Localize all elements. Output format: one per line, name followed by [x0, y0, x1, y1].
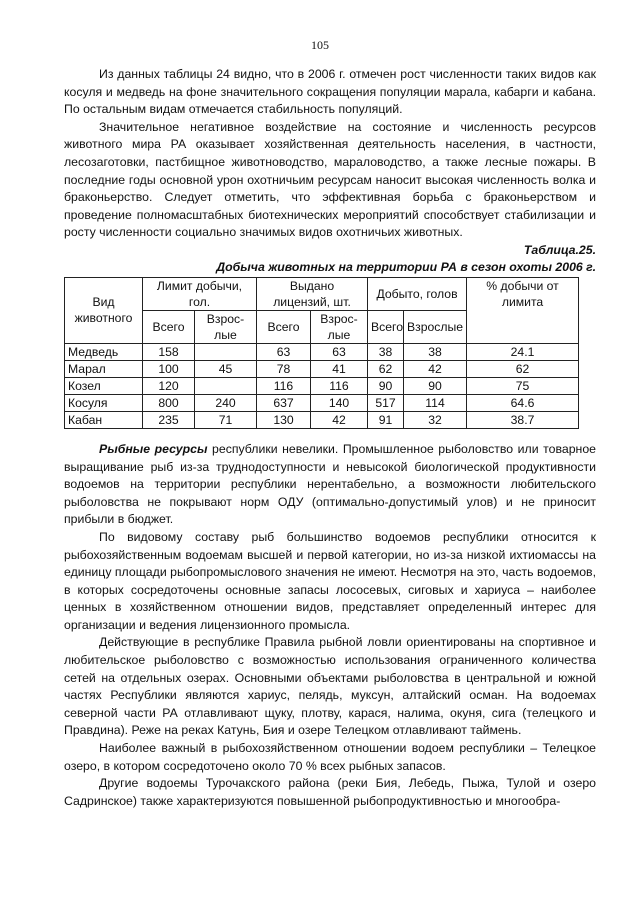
table-row: [65, 411, 579, 428]
cell-lic-total: 63: [257, 343, 311, 360]
cell-got-total: 62: [368, 360, 404, 377]
subheader-got-adults: Взрослые: [404, 310, 467, 343]
paragraph-teletskoye: Наиболее важный в рыбохозяйственном отношении водоем республики – Телецкое озеро, в котором сосредоточено около 70 % всех рыбных запасов.: [64, 741, 596, 773]
subheader-limit-total: Всего: [143, 310, 195, 343]
page-content: [64, 66, 596, 810]
cell-got-adult: 38: [404, 343, 467, 360]
cell-lic-total: 130: [257, 411, 311, 428]
subheader-got-total: Всего: [368, 310, 404, 343]
table-row: [65, 343, 579, 360]
cell-lic-total: 78: [257, 360, 311, 377]
paragraph-species-composition: По видовому составу рыб большинство водоемов республики относится к рыбохозяйственным водоемам высшей и первой категории, но из-за низкой ихтиомассы на единицу площади рыбопромыслового значения не имеют. Несмотря на это, часть водоемов, в которых сосредоточены основные запасы лососевых, сиговых и хариуса – наиболее ценных в хозяйственном отношении видов, представляет определенный интерес для организации и ведения лицензионного промысла.: [64, 529, 596, 632]
cell-limit-total: 158: [143, 343, 195, 360]
page-number: 105: [311, 38, 329, 52]
cell-got-total: 91: [368, 411, 404, 428]
cell-lic-adult: 140: [311, 394, 368, 411]
cell-lic-adult: 63: [311, 343, 368, 360]
cell-limit-total: 100: [143, 360, 195, 377]
cell-limit-adult: [195, 377, 257, 394]
cell-pct: 38.7: [467, 411, 579, 428]
subheader-limit-adults: Взрос-лые: [195, 310, 257, 343]
paragraph-negative-impact: Значительное негативное воздействие на состояние и численность ресурсов животного мира РА оказывает хозяйственная деятельность населения, в частности, лесозаготовки, пастбищное животноводство, мараловодство, а также лесные пожары. В последние годы основной урон охотничьим ресурсам наносит высокая численность волка и браконьерство. Следует отметить, что эффективная борьба с браконьерством и проведение полномасштабных биотехнических мероприятий способствует стабилизации и росту численности социально значимых видов охотничьих животных.: [64, 119, 596, 240]
cell-limit-total: 120: [143, 377, 195, 394]
cell-species: Косуля: [65, 394, 143, 411]
harvest-table: [64, 277, 579, 429]
cell-species: Медведь: [65, 343, 143, 360]
cell-got-total: 38: [368, 343, 404, 360]
subheader-lic-total: Всего: [257, 310, 311, 343]
cell-got-adult: 42: [404, 360, 467, 377]
fish-resources-heading: Рыбные ресурсы: [99, 441, 208, 456]
header-harvested: Добыто, голов: [368, 277, 467, 310]
cell-pct: 64.6: [467, 394, 579, 411]
cell-pct: 62: [467, 360, 579, 377]
cell-got-adult: 90: [404, 377, 467, 394]
cell-species: Марал: [65, 360, 143, 377]
cell-lic-adult: 41: [311, 360, 368, 377]
header-percent: % добычи от лимита: [467, 277, 579, 343]
paragraph-fishing-rules: Действующие в республике Правила рыбной ловли ориентированы на спортивное и любительское рыболовство с возможностью использования ограниченного количества сетей на отдельных озерах. Основными объектами рыболовства в центральной и южной частях Республики являются хариус, пелядь, муксун, алтайский осман. На водоемах северной части РА отлавливают щуку, плотву, карася, налима, окуня, сига (телецкого и Правдина). Реже на реках Катунь, Бия и озере Телецком отлавливают таймень.: [64, 635, 596, 738]
table-title: Добыча животных на территории РА в сезон охоты 2006 г.: [216, 259, 596, 274]
cell-limit-adult: 71: [195, 411, 257, 428]
cell-species: Кабан: [65, 411, 143, 428]
cell-limit-total: 235: [143, 411, 195, 428]
cell-got-adult: 114: [404, 394, 467, 411]
cell-lic-total: 637: [257, 394, 311, 411]
cell-pct: 24.1: [467, 343, 579, 360]
cell-limit-adult: [195, 343, 257, 360]
cell-got-adult: 32: [404, 411, 467, 428]
table-header-row: [65, 277, 579, 310]
cell-limit-adult: 45: [195, 360, 257, 377]
cell-pct: 75: [467, 377, 579, 394]
subheader-lic-adults: Взрос-лые: [311, 310, 368, 343]
header-species: Вид животного: [65, 277, 143, 343]
cell-lic-adult: 42: [311, 411, 368, 428]
table-row: [65, 360, 579, 377]
table-label: Таблица.25.: [523, 242, 596, 257]
cell-lic-adult: 116: [311, 377, 368, 394]
table-row: [65, 394, 579, 411]
cell-limit-total: 800: [143, 394, 195, 411]
fish-resources-text: республики невелики. Промышленное рыболовство или товарное выращивание рыб из-за труднодоступности и невысокой биологической продуктивности водоемов на территории республики нерентабельно, а возможности любительского рыболовства не покрывают норм ОДУ (оптимально-допустимый улов) и не приносит прибыли в бюджет.: [64, 441, 596, 527]
header-licenses: Выдано лицензий, шт.: [257, 277, 368, 310]
paragraph-fish-resources: [64, 441, 596, 529]
cell-species: Козел: [65, 377, 143, 394]
cell-got-total: 90: [368, 377, 404, 394]
cell-got-total: 517: [368, 394, 404, 411]
cell-lic-total: 116: [257, 377, 311, 394]
paragraph-turochak: Другие водоемы Турочакского района (реки Бия, Лебедь, Пыжа, Тулой и озеро Садринское) также характеризуются повышенной рыбопродуктивностью и многообра-: [64, 776, 596, 808]
header-limit: Лимит добычи, гол.: [143, 277, 257, 310]
table-row: [65, 377, 579, 394]
cell-limit-adult: 240: [195, 394, 257, 411]
paragraph-population-trend: Из данных таблицы 24 видно, что в 2006 г. отмечен рост численности таких видов как косуля и медведь на фоне значительного сокращения популяции марала, кабарги и кабана. По остальным видам отмечается стабильность популяций.: [64, 67, 596, 117]
table-block: [64, 242, 596, 429]
